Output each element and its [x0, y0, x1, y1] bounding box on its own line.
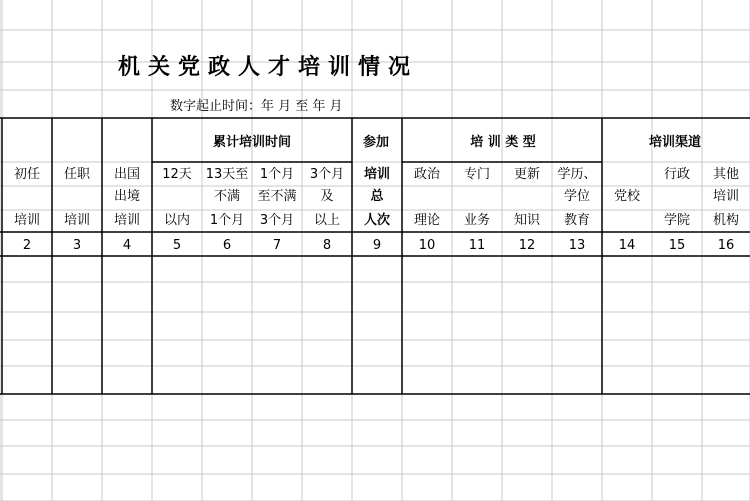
column-header-line: 培训: [13, 213, 41, 228]
group-participants: 参加: [362, 135, 390, 150]
group-cumulative-time: 累计培训时间: [212, 135, 292, 150]
column-header-line: 1个月: [209, 213, 245, 228]
column-header-line: 以上: [313, 213, 341, 228]
column-header-line: 出境: [113, 189, 141, 204]
column-header-line: 机构: [712, 213, 740, 228]
column-number: 6: [222, 238, 232, 253]
column-header-line: 及: [320, 189, 334, 204]
column-header-line: 12天: [162, 167, 192, 182]
column-header-line: 至不满: [257, 189, 297, 204]
sheet-title: 机关党政人才培训情况: [118, 55, 419, 80]
column-header-line: 13天至: [205, 167, 249, 182]
column-header-line: 3个月: [259, 213, 295, 228]
column-header-line: 总: [370, 189, 384, 204]
column-number: 10: [418, 238, 436, 253]
column-number: 13: [568, 238, 586, 253]
column-header-line: 初任: [13, 167, 41, 182]
column-header-line: 培训: [63, 213, 91, 228]
column-header-line: 教育: [563, 213, 591, 228]
column-number: 12: [518, 238, 536, 253]
column-header-line: 理论: [413, 213, 441, 228]
column-number: 4: [122, 238, 132, 253]
column-header-line: 3个月: [309, 167, 345, 182]
column-header-line: 学位: [563, 189, 591, 204]
column-number: 8: [322, 238, 332, 253]
group-training-type: 培 训 类 型: [470, 135, 536, 150]
column-header-line: 学历、: [557, 167, 597, 182]
column-number: 7: [272, 238, 282, 253]
column-header-line: 政治: [413, 167, 441, 182]
column-header-line: 培训: [363, 167, 391, 182]
column-header-line: 培训: [113, 213, 141, 228]
column-header-line: 1个月: [259, 167, 295, 182]
column-header-line: 党校: [613, 189, 641, 204]
column-number: 2: [22, 238, 32, 253]
column-number: 11: [468, 238, 486, 253]
column-header-line: 学院: [663, 213, 691, 228]
column-number: 14: [618, 238, 636, 253]
column-header-line: 更新: [513, 167, 541, 182]
column-header-line: 任职: [63, 167, 91, 182]
column-header-line: 业务: [463, 213, 491, 228]
group-training-channel: 培训渠道: [648, 135, 702, 150]
column-header-line: 出国: [113, 167, 141, 182]
column-header-line: 以内: [163, 213, 191, 228]
column-header-line: 知识: [513, 213, 541, 228]
column-header-line: 培训: [712, 189, 740, 204]
column-header-line: 不满: [213, 189, 241, 204]
column-number: 16: [717, 238, 735, 253]
column-header-line: 专门: [463, 167, 491, 182]
column-header-line: 其他: [712, 167, 740, 182]
column-number: 15: [668, 238, 686, 253]
column-number: 5: [172, 238, 182, 253]
column-header-line: 行政: [663, 167, 691, 182]
column-number: 3: [72, 238, 82, 253]
column-header-line: 人次: [363, 213, 391, 228]
period-range: 数字起止时间：年 月 至 年 月: [170, 99, 343, 114]
column-number: 9: [372, 238, 382, 253]
